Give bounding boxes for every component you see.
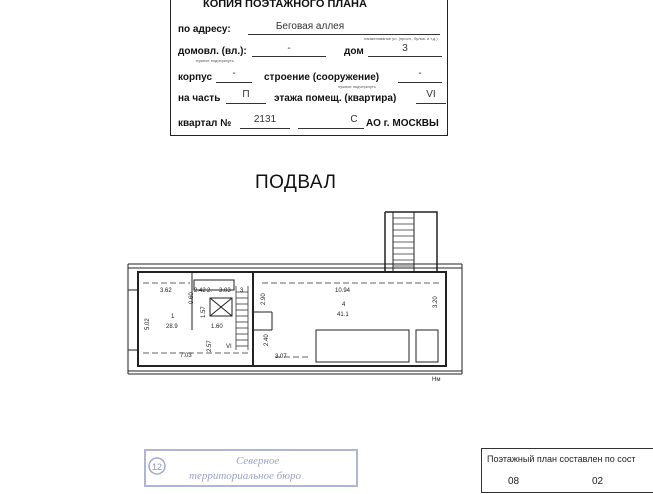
domovl-value: - (287, 43, 291, 54)
dim-3-20: 3.20 (433, 296, 439, 308)
room-1-area: 28.9 (166, 324, 178, 330)
domovl-hint: нужное подчеркнуть (196, 58, 234, 63)
dim-3-03: 3.03 (219, 288, 231, 294)
etazha-label: этажа помещ. (квартира) (274, 93, 397, 104)
dim-3-07: 3.07 (275, 354, 287, 360)
seal-line-1: Северное (236, 455, 280, 467)
seal-line-2: территориальное бюро (189, 470, 301, 482)
kvartal-label: квартал № (178, 118, 232, 129)
stroenie-value: - (418, 68, 422, 79)
room-1-number: 1 (171, 314, 175, 320)
dim-2-57: 2.57 (207, 340, 213, 352)
korpus-label: корпус (178, 72, 213, 83)
dim-5-02: 5.02 (145, 318, 151, 330)
dim-2-42: 2.42 (194, 288, 206, 294)
seal-number: 12 (152, 462, 163, 472)
address-hint: наименование ул. (просп., бульв. и т.д.) (364, 36, 438, 41)
domovl-label: домовл. (вл.): (178, 46, 247, 57)
floor-title: ПОДВАЛ (255, 172, 337, 193)
stroenie-label: строение (сооружение) (264, 72, 380, 83)
territorial-bureau-seal (143, 446, 361, 489)
mark-nm: Нм (432, 377, 441, 383)
dimension-lines (143, 283, 440, 357)
note-caption: Поэтажный план составлен по сост (487, 454, 636, 464)
na-chast-label: на часть (178, 93, 221, 104)
room-mark-vi: VI (226, 344, 232, 350)
dim-2: 2. (207, 288, 213, 294)
dim-2-90: 2.90 (261, 293, 267, 305)
dim-1-57: 1.57 (201, 306, 207, 318)
seal-graphic (143, 446, 361, 489)
okrug-label: АО г. МОСКВЫ (366, 118, 439, 129)
stroenie-hint: нужное подчеркнуть (338, 84, 376, 89)
dim-2-40: 2.40 (264, 334, 270, 346)
kvartal-value: 2131 (253, 114, 277, 125)
dim-10-94: 10.94 (335, 288, 351, 294)
okrug-value: С (350, 114, 358, 125)
note-day: 08 (508, 476, 520, 487)
na-chast-value: П (242, 89, 250, 100)
korpus-value: - (232, 68, 236, 79)
plan-dimensions (145, 288, 440, 383)
dim-0-60: 0.60 (189, 292, 195, 304)
dom-label: дом (344, 46, 364, 57)
address-label: по адресу: (178, 24, 231, 35)
compilation-note (481, 448, 653, 493)
pomeshch-value: VI (426, 89, 436, 100)
dim-1-60: 1.60 (211, 324, 223, 330)
dom-value: 3 (402, 43, 408, 54)
dim-3: 3 (240, 288, 244, 294)
address-value: Беговая аллея (275, 21, 345, 32)
stamp-title: КОПИЯ ПОЭТАЖНОГО ПЛАНА (203, 0, 367, 10)
room-4-area: 41.1 (337, 312, 349, 318)
dim-7-03: 7.03 (180, 353, 192, 359)
dim-3-62: 3.62 (160, 288, 172, 294)
room-4-number: 4 (342, 302, 346, 308)
note-month: 02 (592, 476, 604, 487)
